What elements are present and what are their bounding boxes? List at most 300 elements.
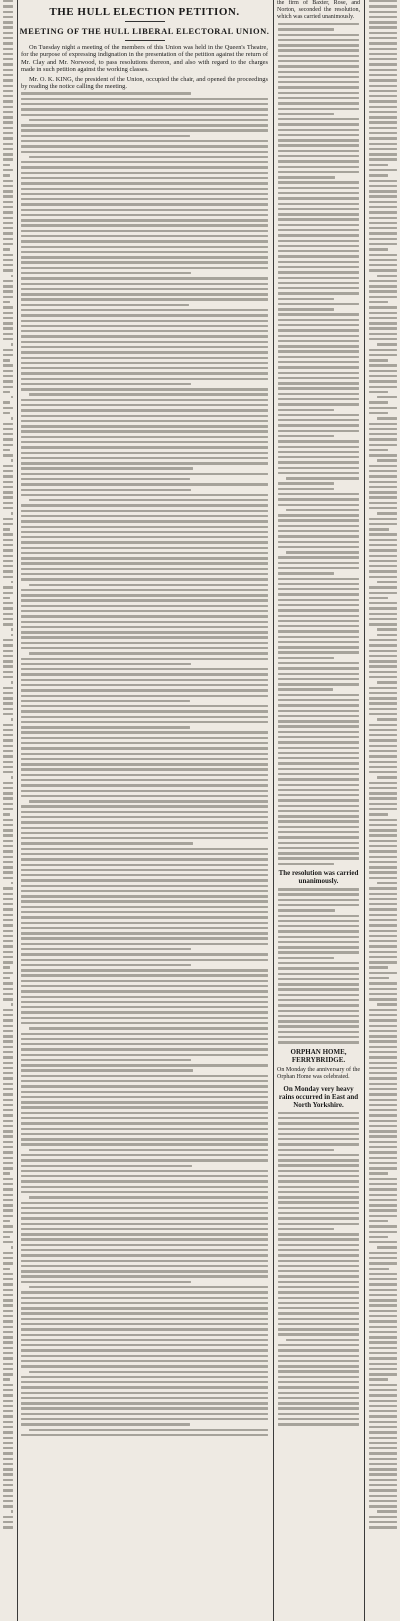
text-line bbox=[21, 151, 268, 153]
text-line bbox=[278, 731, 359, 733]
text-line bbox=[278, 240, 359, 242]
text-line bbox=[278, 245, 359, 247]
text-line bbox=[3, 1220, 10, 1222]
text-line bbox=[369, 470, 397, 472]
text-line bbox=[369, 1489, 397, 1491]
text-line bbox=[3, 53, 13, 55]
text-line bbox=[21, 531, 268, 533]
text-line bbox=[377, 459, 397, 461]
text-line bbox=[369, 32, 397, 34]
text-line bbox=[21, 441, 268, 443]
text-line bbox=[3, 481, 13, 483]
text-line bbox=[3, 1421, 13, 1423]
text-line bbox=[3, 961, 13, 963]
text-line bbox=[3, 998, 13, 1000]
text-line bbox=[21, 689, 268, 691]
text-line bbox=[21, 610, 268, 612]
text-line bbox=[3, 877, 13, 879]
text-line bbox=[369, 1447, 397, 1449]
text-line bbox=[3, 1458, 13, 1460]
text-line bbox=[3, 861, 13, 863]
text-line bbox=[3, 1447, 13, 1449]
text-line bbox=[21, 145, 268, 147]
text-line bbox=[278, 208, 359, 210]
text-line bbox=[3, 1505, 13, 1507]
text-line bbox=[377, 343, 397, 345]
text-line bbox=[278, 1207, 359, 1209]
text-line bbox=[278, 292, 359, 294]
text-line bbox=[278, 636, 359, 638]
text-line bbox=[3, 523, 13, 525]
text-line bbox=[278, 519, 359, 521]
text-line bbox=[278, 673, 359, 675]
text-line bbox=[21, 922, 268, 924]
text-line bbox=[3, 254, 13, 256]
text-line bbox=[29, 1371, 268, 1373]
text-line bbox=[278, 102, 359, 104]
right-column-text bbox=[369, 0, 397, 1529]
text-line bbox=[11, 512, 13, 514]
text-line bbox=[278, 530, 359, 532]
text-line bbox=[369, 887, 397, 889]
text-line bbox=[3, 1077, 13, 1079]
middle-body-text-2 bbox=[278, 888, 359, 1044]
middle-opening-text: the firm of Baxter, Rose, and Norton, seconded the resolution, which was carried unanimously. bbox=[277, 0, 360, 20]
text-line bbox=[21, 510, 268, 512]
text-line bbox=[3, 380, 13, 382]
text-line bbox=[278, 1413, 359, 1415]
text-line bbox=[369, 407, 397, 409]
text-line bbox=[21, 805, 268, 807]
text-line bbox=[21, 515, 268, 517]
text-line bbox=[278, 904, 359, 906]
text-line bbox=[278, 1281, 359, 1283]
text-line bbox=[369, 217, 397, 219]
text-line bbox=[3, 528, 10, 530]
text-line bbox=[369, 137, 397, 139]
text-line bbox=[278, 1223, 359, 1225]
text-line bbox=[3, 296, 13, 298]
text-line bbox=[286, 477, 359, 479]
text-line bbox=[3, 1299, 13, 1301]
text-line bbox=[377, 417, 397, 419]
text-line bbox=[21, 298, 268, 300]
middle-body-text-1 bbox=[278, 23, 359, 865]
text-line bbox=[278, 615, 359, 617]
text-line bbox=[278, 197, 359, 199]
text-line bbox=[278, 941, 359, 943]
text-line bbox=[3, 137, 13, 139]
text-line bbox=[278, 108, 359, 110]
text-line bbox=[3, 465, 13, 467]
text-line bbox=[3, 803, 13, 805]
text-line bbox=[11, 1003, 13, 1005]
text-line bbox=[3, 1104, 13, 1106]
text-line bbox=[369, 639, 397, 641]
text-line bbox=[369, 412, 388, 414]
text-line bbox=[21, 594, 268, 596]
text-line bbox=[29, 499, 268, 501]
text-line bbox=[369, 48, 397, 50]
text-line bbox=[3, 111, 13, 113]
text-line bbox=[278, 456, 359, 458]
text-line bbox=[369, 359, 388, 361]
text-line bbox=[3, 164, 10, 166]
text-line bbox=[21, 182, 268, 184]
text-line bbox=[3, 116, 13, 118]
text-line bbox=[3, 153, 13, 155]
text-line bbox=[21, 900, 268, 902]
text-line bbox=[21, 1312, 268, 1314]
text-line bbox=[278, 799, 359, 801]
text-line bbox=[11, 396, 13, 398]
text-line bbox=[21, 335, 268, 337]
text-line bbox=[21, 362, 268, 364]
text-line bbox=[3, 206, 13, 208]
text-line bbox=[278, 920, 359, 922]
text-line bbox=[278, 1015, 359, 1017]
text-line bbox=[21, 1381, 268, 1383]
text-line bbox=[3, 982, 13, 984]
text-line bbox=[21, 367, 268, 369]
text-line bbox=[369, 496, 397, 498]
text-line bbox=[3, 1431, 13, 1433]
text-line bbox=[369, 1415, 397, 1417]
text-line bbox=[3, 438, 13, 440]
title-divider bbox=[125, 21, 165, 22]
text-line bbox=[21, 261, 268, 263]
text-line bbox=[21, 1291, 268, 1293]
text-line bbox=[278, 287, 359, 289]
text-line bbox=[369, 475, 397, 477]
text-line bbox=[278, 820, 359, 822]
text-line bbox=[278, 836, 359, 838]
text-line bbox=[21, 932, 268, 934]
text-line bbox=[278, 255, 359, 257]
text-line bbox=[3, 428, 13, 430]
text-line bbox=[278, 946, 359, 948]
text-line bbox=[278, 424, 359, 426]
text-line bbox=[369, 1083, 397, 1085]
text-line bbox=[278, 725, 359, 727]
text-line bbox=[369, 803, 397, 805]
text-line bbox=[369, 1442, 397, 1444]
text-line bbox=[3, 322, 13, 324]
text-line bbox=[21, 1392, 268, 1394]
text-line bbox=[369, 195, 397, 197]
article-subtitle: MEETING OF THE HULL LIBERAL ELECTORAL UNION. bbox=[19, 26, 270, 36]
text-line bbox=[369, 491, 397, 493]
text-line bbox=[278, 651, 359, 653]
text-line bbox=[278, 1370, 359, 1372]
text-line bbox=[369, 63, 397, 65]
text-line bbox=[369, 1347, 397, 1349]
text-line bbox=[3, 1125, 13, 1127]
text-line bbox=[377, 681, 397, 683]
text-line bbox=[369, 898, 397, 900]
text-line bbox=[21, 1397, 268, 1399]
text-line bbox=[369, 211, 397, 213]
text-line bbox=[3, 32, 13, 34]
text-line bbox=[278, 831, 359, 833]
text-line bbox=[21, 1091, 268, 1093]
text-line bbox=[278, 747, 359, 749]
text-line bbox=[21, 848, 268, 850]
text-line bbox=[3, 945, 13, 947]
text-line bbox=[21, 668, 268, 670]
text-line bbox=[3, 243, 13, 245]
text-line bbox=[3, 1489, 13, 1491]
text-line bbox=[278, 925, 359, 927]
subtitle-divider bbox=[125, 40, 165, 41]
text-line bbox=[369, 623, 397, 625]
text-line bbox=[3, 201, 13, 203]
text-line bbox=[3, 887, 13, 889]
text-line bbox=[369, 660, 397, 662]
text-line bbox=[21, 1355, 268, 1357]
text-line bbox=[3, 1188, 13, 1190]
text-line bbox=[11, 417, 13, 419]
text-line bbox=[3, 127, 13, 129]
text-line bbox=[3, 618, 13, 620]
text-line bbox=[3, 1146, 13, 1148]
text-line bbox=[21, 837, 268, 839]
text-line bbox=[3, 787, 13, 789]
text-line bbox=[369, 1431, 397, 1433]
text-line bbox=[29, 1286, 268, 1288]
text-line bbox=[3, 306, 13, 308]
text-line bbox=[369, 69, 397, 71]
text-line bbox=[369, 1030, 397, 1032]
text-line bbox=[21, 795, 268, 797]
text-line bbox=[278, 366, 359, 368]
text-line bbox=[278, 1328, 359, 1330]
text-line bbox=[369, 285, 397, 287]
text-line bbox=[369, 697, 397, 699]
text-line bbox=[29, 584, 268, 586]
text-line bbox=[21, 990, 268, 992]
text-line bbox=[21, 1349, 268, 1351]
text-line bbox=[369, 259, 397, 261]
text-line bbox=[278, 720, 359, 722]
text-line bbox=[369, 1357, 397, 1359]
text-line bbox=[3, 1384, 13, 1386]
text-line bbox=[369, 871, 397, 873]
text-line bbox=[278, 430, 359, 432]
text-line bbox=[21, 462, 268, 464]
text-line bbox=[369, 132, 397, 134]
text-line bbox=[278, 778, 359, 780]
text-line bbox=[3, 386, 13, 388]
text-line bbox=[278, 1397, 359, 1399]
text-line bbox=[21, 92, 191, 94]
text-line bbox=[21, 578, 268, 580]
text-line bbox=[3, 739, 13, 741]
text-line bbox=[369, 655, 397, 657]
text-line bbox=[3, 808, 13, 810]
text-line bbox=[21, 135, 190, 137]
middle-column bbox=[275, 0, 362, 1621]
text-line bbox=[278, 757, 359, 759]
text-line bbox=[369, 1125, 397, 1127]
text-line bbox=[369, 665, 397, 667]
text-line bbox=[278, 973, 359, 975]
text-line bbox=[3, 1373, 13, 1375]
text-line bbox=[3, 85, 13, 87]
text-line bbox=[278, 335, 359, 337]
text-line bbox=[369, 1283, 397, 1285]
text-line bbox=[278, 340, 359, 342]
text-line bbox=[278, 303, 359, 305]
text-line bbox=[278, 472, 359, 474]
text-line bbox=[3, 1389, 13, 1391]
text-line bbox=[278, 234, 359, 236]
text-line bbox=[3, 1352, 13, 1354]
text-line bbox=[369, 1389, 397, 1391]
text-line bbox=[3, 829, 13, 831]
text-line bbox=[3, 565, 13, 567]
text-line bbox=[21, 272, 191, 274]
text-line bbox=[21, 605, 268, 607]
text-line bbox=[278, 546, 359, 548]
text-line bbox=[278, 567, 359, 569]
text-line bbox=[278, 794, 359, 796]
text-line bbox=[3, 724, 13, 726]
text-line bbox=[21, 1069, 193, 1071]
text-line bbox=[21, 1297, 268, 1299]
text-line bbox=[3, 940, 13, 942]
text-line bbox=[369, 1114, 397, 1116]
text-line bbox=[369, 966, 388, 968]
text-line bbox=[3, 1326, 13, 1328]
text-line bbox=[3, 771, 13, 773]
text-line bbox=[278, 810, 359, 812]
text-line bbox=[3, 132, 13, 134]
text-line bbox=[278, 994, 359, 996]
text-line bbox=[278, 372, 359, 374]
text-line bbox=[278, 1154, 359, 1156]
text-line bbox=[278, 1297, 359, 1299]
text-line bbox=[3, 623, 13, 625]
text-line bbox=[369, 174, 388, 176]
text-line bbox=[21, 1202, 268, 1204]
text-line bbox=[3, 893, 13, 895]
text-line bbox=[278, 97, 359, 99]
text-line bbox=[278, 604, 359, 606]
text-line bbox=[3, 364, 13, 366]
text-line bbox=[21, 1006, 268, 1008]
text-line bbox=[369, 74, 397, 76]
text-line bbox=[369, 1014, 397, 1016]
text-line bbox=[21, 969, 268, 971]
text-line bbox=[3, 602, 13, 604]
text-line bbox=[3, 333, 13, 335]
text-line bbox=[3, 169, 13, 171]
text-line bbox=[278, 1138, 359, 1140]
text-line bbox=[369, 539, 397, 541]
text-line bbox=[21, 906, 268, 908]
text-line bbox=[369, 924, 397, 926]
text-line bbox=[278, 1323, 359, 1325]
text-line bbox=[3, 993, 13, 995]
text-line bbox=[3, 729, 13, 731]
text-line bbox=[21, 631, 268, 633]
text-line bbox=[3, 143, 13, 145]
text-line bbox=[3, 1035, 13, 1037]
text-line bbox=[369, 1067, 397, 1069]
text-line bbox=[21, 124, 268, 126]
text-line bbox=[21, 1323, 268, 1325]
text-line bbox=[21, 758, 268, 760]
text-line bbox=[369, 819, 397, 821]
text-line bbox=[21, 193, 268, 195]
text-line bbox=[11, 628, 13, 630]
text-line bbox=[3, 1199, 13, 1201]
text-line bbox=[369, 79, 397, 81]
text-line bbox=[369, 1437, 397, 1439]
text-line bbox=[278, 857, 359, 859]
text-line bbox=[21, 209, 268, 211]
text-line bbox=[3, 734, 13, 736]
text-line bbox=[3, 174, 10, 176]
text-line bbox=[21, 959, 268, 961]
text-line bbox=[3, 972, 13, 974]
text-line bbox=[369, 766, 397, 768]
text-line bbox=[278, 81, 359, 83]
text-line bbox=[369, 269, 397, 271]
text-line bbox=[278, 525, 359, 527]
text-line bbox=[21, 388, 268, 390]
text-line bbox=[21, 716, 268, 718]
text-line bbox=[369, 993, 397, 995]
text-line bbox=[3, 354, 13, 356]
text-line bbox=[369, 560, 397, 562]
text-line bbox=[369, 26, 397, 28]
text-line bbox=[278, 1233, 359, 1235]
text-line bbox=[369, 724, 397, 726]
text-line bbox=[3, 697, 13, 699]
text-line bbox=[369, 1262, 397, 1264]
text-line bbox=[3, 898, 13, 900]
text-line bbox=[3, 280, 13, 282]
text-line bbox=[369, 576, 397, 578]
text-line bbox=[278, 988, 359, 990]
text-line bbox=[369, 602, 397, 604]
text-line bbox=[278, 419, 359, 421]
text-line bbox=[3, 1521, 13, 1523]
text-line bbox=[3, 1368, 13, 1370]
text-line bbox=[369, 1341, 397, 1343]
text-line bbox=[369, 1495, 397, 1497]
text-line bbox=[278, 1381, 359, 1383]
text-line bbox=[369, 322, 397, 324]
text-line bbox=[278, 599, 359, 601]
text-line bbox=[278, 1196, 359, 1198]
text-line bbox=[21, 885, 268, 887]
text-line bbox=[21, 166, 268, 168]
text-line bbox=[3, 1289, 13, 1291]
text-line bbox=[3, 1479, 13, 1481]
text-line bbox=[21, 1128, 268, 1130]
text-line bbox=[3, 555, 13, 557]
text-line bbox=[3, 687, 13, 689]
text-line bbox=[369, 1326, 397, 1328]
text-line bbox=[369, 1172, 388, 1174]
text-line bbox=[369, 364, 397, 366]
text-line bbox=[369, 280, 397, 282]
text-line bbox=[3, 148, 13, 150]
text-line bbox=[21, 636, 268, 638]
